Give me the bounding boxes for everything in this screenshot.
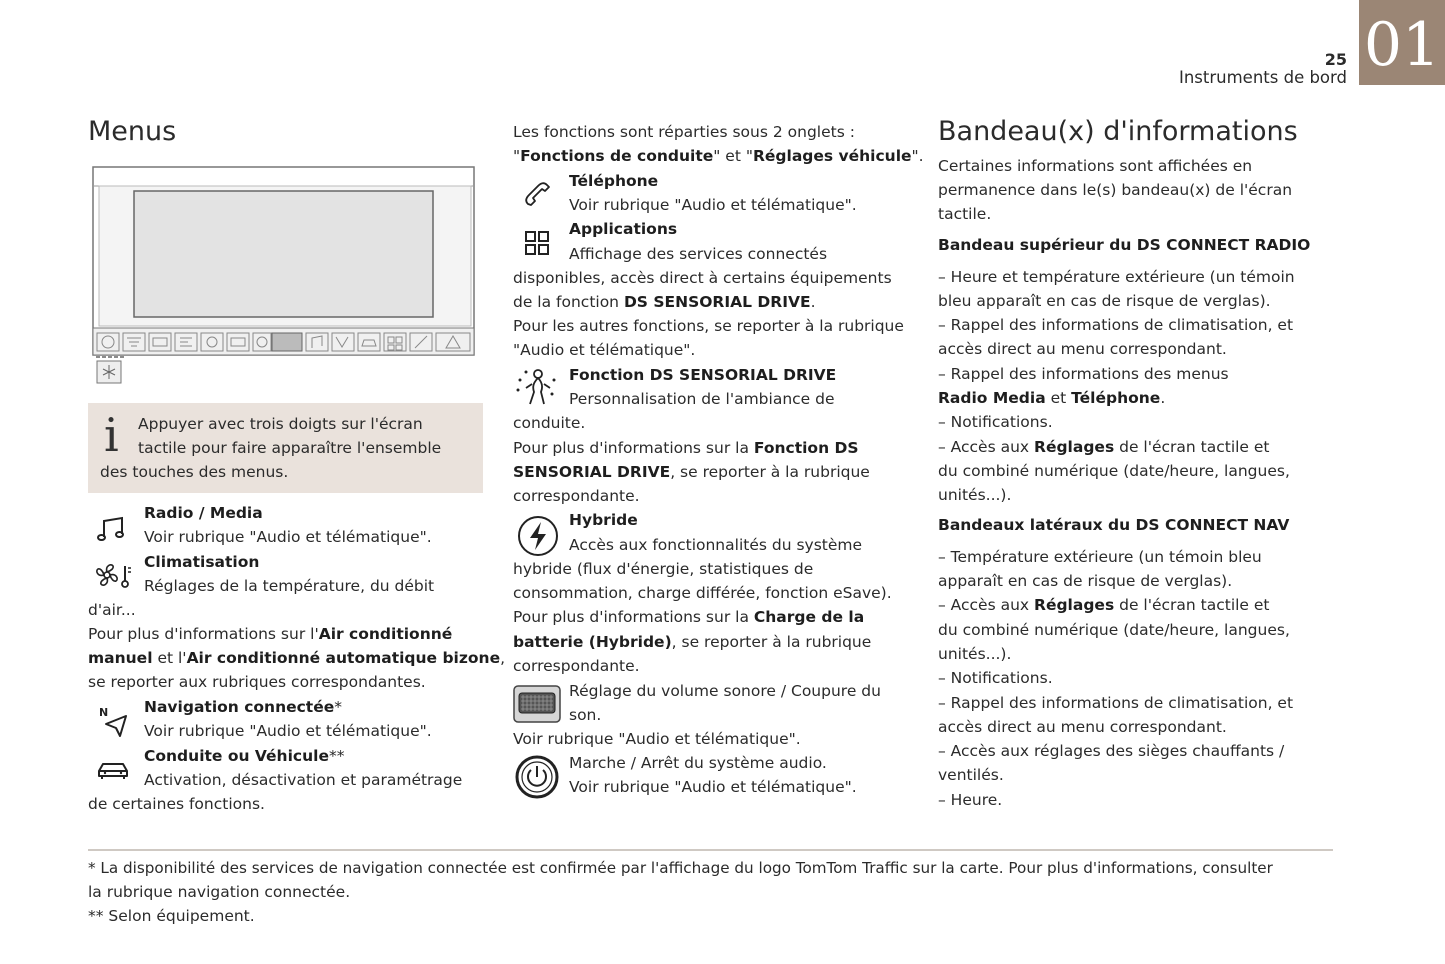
navigation-text: Voir rubrique "Audio et télématique". bbox=[144, 722, 432, 740]
radio-media-text: Voir rubrique "Audio et télématique". bbox=[144, 528, 432, 546]
nav-item-8: accès direct au menu correspondant. bbox=[938, 718, 1227, 736]
sensorial-title: Fonction DS SENSORIAL DRIVE bbox=[569, 366, 837, 384]
applications-text-5: "Audio et télématique". bbox=[513, 341, 696, 359]
radio-item-8: – Accès aux Réglages de l'écran tactile et bbox=[938, 438, 1270, 456]
radio-item-4: accès direct au menu correspondant. bbox=[938, 340, 1227, 358]
radio-item-2: bleu apparaît en cas de risque de verglas). bbox=[938, 292, 1271, 310]
radio-item-10: unités...). bbox=[938, 486, 1012, 504]
bandeau-title: Bandeau(x) d'informations bbox=[938, 116, 1298, 147]
hybrid-text-3: consommation, charge différée, fonction eSave). bbox=[513, 584, 892, 602]
bandeau-intro-3: tactile. bbox=[938, 205, 992, 223]
radio-item-5: – Rappel des informations des menus bbox=[938, 365, 1229, 383]
hybrid-text-1: Accès aux fonctionnalités du système bbox=[569, 536, 863, 554]
conduite-title: Conduite ou Véhicule** bbox=[144, 747, 345, 765]
climatisation-more-3: se reporter aux rubriques correspondantes. bbox=[88, 673, 426, 691]
volume-text-2: son. bbox=[569, 706, 602, 724]
power-text-2: Voir rubrique "Audio et télématique". bbox=[569, 778, 857, 796]
music-note-icon bbox=[94, 510, 130, 546]
power-text-1: Marche / Arrêt du système audio. bbox=[569, 754, 827, 772]
hybrid-lightning-icon bbox=[516, 514, 560, 558]
sensorial-text-1: Personnalisation de l'ambiance de bbox=[569, 390, 835, 408]
climatisation-more-2: manuel et l'Air conditionné automatique bizone, bbox=[88, 649, 506, 667]
applications-text-2: disponibles, accès direct à certains équipements bbox=[513, 269, 892, 287]
page-number: 25 bbox=[1324, 50, 1347, 69]
sensorial-more-3: correspondante. bbox=[513, 487, 640, 505]
info-line-2: tactile pour faire apparaître l'ensemble bbox=[138, 439, 442, 457]
hybrid-title: Hybride bbox=[569, 511, 638, 529]
sensorial-more-2: SENSORIAL DRIVE, se reporter à la rubrique bbox=[513, 463, 870, 481]
climatisation-text-2: d'air... bbox=[88, 601, 136, 619]
nav-bandeau-title: Bandeaux latéraux du DS CONNECT NAV bbox=[938, 516, 1290, 534]
power-button-icon bbox=[515, 755, 559, 799]
hybrid-more-1: Pour plus d'informations sur la Charge de la bbox=[513, 608, 865, 626]
section-title: Instruments de bord bbox=[1178, 68, 1347, 87]
nav-item-5: unités...). bbox=[938, 645, 1012, 663]
nav-item-4: du combiné numérique (date/heure, langues, bbox=[938, 621, 1290, 639]
nav-item-3: – Accès aux Réglages de l'écran tactile et bbox=[938, 596, 1270, 614]
conduite-text-2: de certaines fonctions. bbox=[88, 795, 265, 813]
radio-item-1: – Heure et température extérieure (un témoin bbox=[938, 268, 1295, 286]
hybrid-more-3: correspondante. bbox=[513, 657, 640, 675]
col2-intro-1: Les fonctions sont réparties sous 2 onglets : bbox=[513, 123, 855, 141]
footnote-1b: la rubrique navigation connectée. bbox=[88, 883, 351, 901]
footnote-divider bbox=[88, 849, 1333, 851]
nav-item-2: apparaît en cas de risque de verglas). bbox=[938, 572, 1233, 590]
footnote-1a: * La disponibilité des services de navigation connectée est confirmée par l'affichage du logo TomTom Traffic sur la carte. Pour plus d'informations, consulter bbox=[88, 859, 1273, 877]
radio-media-title: Radio / Media bbox=[144, 504, 263, 522]
volume-knob-icon bbox=[513, 684, 561, 724]
navigation-title: Navigation connectée* bbox=[144, 698, 342, 716]
volume-text-3: Voir rubrique "Audio et télématique". bbox=[513, 730, 801, 748]
car-icon bbox=[95, 753, 131, 789]
menus-title: Menus bbox=[88, 116, 177, 147]
applications-text-4: Pour les autres fonctions, se reporter à la rubrique bbox=[513, 317, 904, 335]
applications-grid-icon bbox=[520, 224, 556, 260]
radio-item-6: Radio Media et Téléphone. bbox=[938, 389, 1166, 407]
phone-text: Voir rubrique "Audio et télématique". bbox=[569, 196, 857, 214]
applications-text-3: de la fonction DS SENSORIAL DRIVE. bbox=[513, 293, 816, 311]
climatisation-text-1: Réglages de la température, du débit bbox=[144, 577, 435, 595]
phone-icon bbox=[520, 176, 556, 212]
climatisation-more-1: Pour plus d'informations sur l'Air conditionné bbox=[88, 625, 453, 643]
radio-item-7: – Notifications. bbox=[938, 413, 1053, 431]
volume-text-1: Réglage du volume sonore / Coupure du bbox=[569, 682, 881, 700]
touchscreen-illustration bbox=[90, 166, 478, 388]
nav-item-10: ventilés. bbox=[938, 766, 1004, 784]
phone-title: Téléphone bbox=[569, 172, 659, 190]
applications-title: Applications bbox=[569, 220, 678, 238]
nav-item-6: – Notifications. bbox=[938, 669, 1053, 687]
applications-text-1: Affichage des services connectés bbox=[569, 245, 828, 263]
sensorial-text-2: conduite. bbox=[513, 414, 586, 432]
conduite-text-1: Activation, désactivation et paramétrage bbox=[144, 771, 463, 789]
col2-intro-2: "Fonctions de conduite" et "Réglages véhicule". bbox=[513, 147, 924, 165]
bandeau-intro-2: permanence dans le(s) bandeau(x) de l'écran bbox=[938, 181, 1293, 199]
svg-text:N: N bbox=[99, 706, 109, 719]
bandeau-intro-1: Certaines informations sont affichées en bbox=[938, 157, 1253, 175]
info-line-3: des touches des menus. bbox=[100, 463, 289, 481]
nav-item-9: – Accès aux réglages des sièges chauffants / bbox=[938, 742, 1285, 760]
info-icon: i bbox=[104, 408, 119, 462]
climatisation-title: Climatisation bbox=[144, 553, 260, 571]
radio-item-9: du combiné numérique (date/heure, langues, bbox=[938, 462, 1290, 480]
climate-fan-icon bbox=[93, 558, 135, 594]
footnote-2: ** Selon équipement. bbox=[88, 907, 255, 925]
nav-item-11: – Heure. bbox=[938, 791, 1003, 809]
sensorial-drive-icon bbox=[514, 366, 558, 410]
nav-item-7: – Rappel des informations de climatisation, et bbox=[938, 694, 1294, 712]
nav-item-1: – Température extérieure (un témoin bleu bbox=[938, 548, 1262, 566]
chapter-tab: 01 bbox=[1359, 0, 1445, 85]
navigation-arrow-icon bbox=[96, 704, 132, 740]
hybrid-text-2: hybride (flux d'énergie, statistiques de bbox=[513, 560, 814, 578]
radio-item-3: – Rappel des informations de climatisation, et bbox=[938, 316, 1294, 334]
radio-bandeau-title: Bandeau supérieur du DS CONNECT RADIO bbox=[938, 236, 1311, 254]
info-line-1: Appuyer avec trois doigts sur l'écran bbox=[138, 415, 423, 433]
sensorial-more-1: Pour plus d'informations sur la Fonction DS bbox=[513, 439, 859, 457]
hybrid-more-2: batterie (Hybride), se reporter à la rubrique bbox=[513, 633, 872, 651]
